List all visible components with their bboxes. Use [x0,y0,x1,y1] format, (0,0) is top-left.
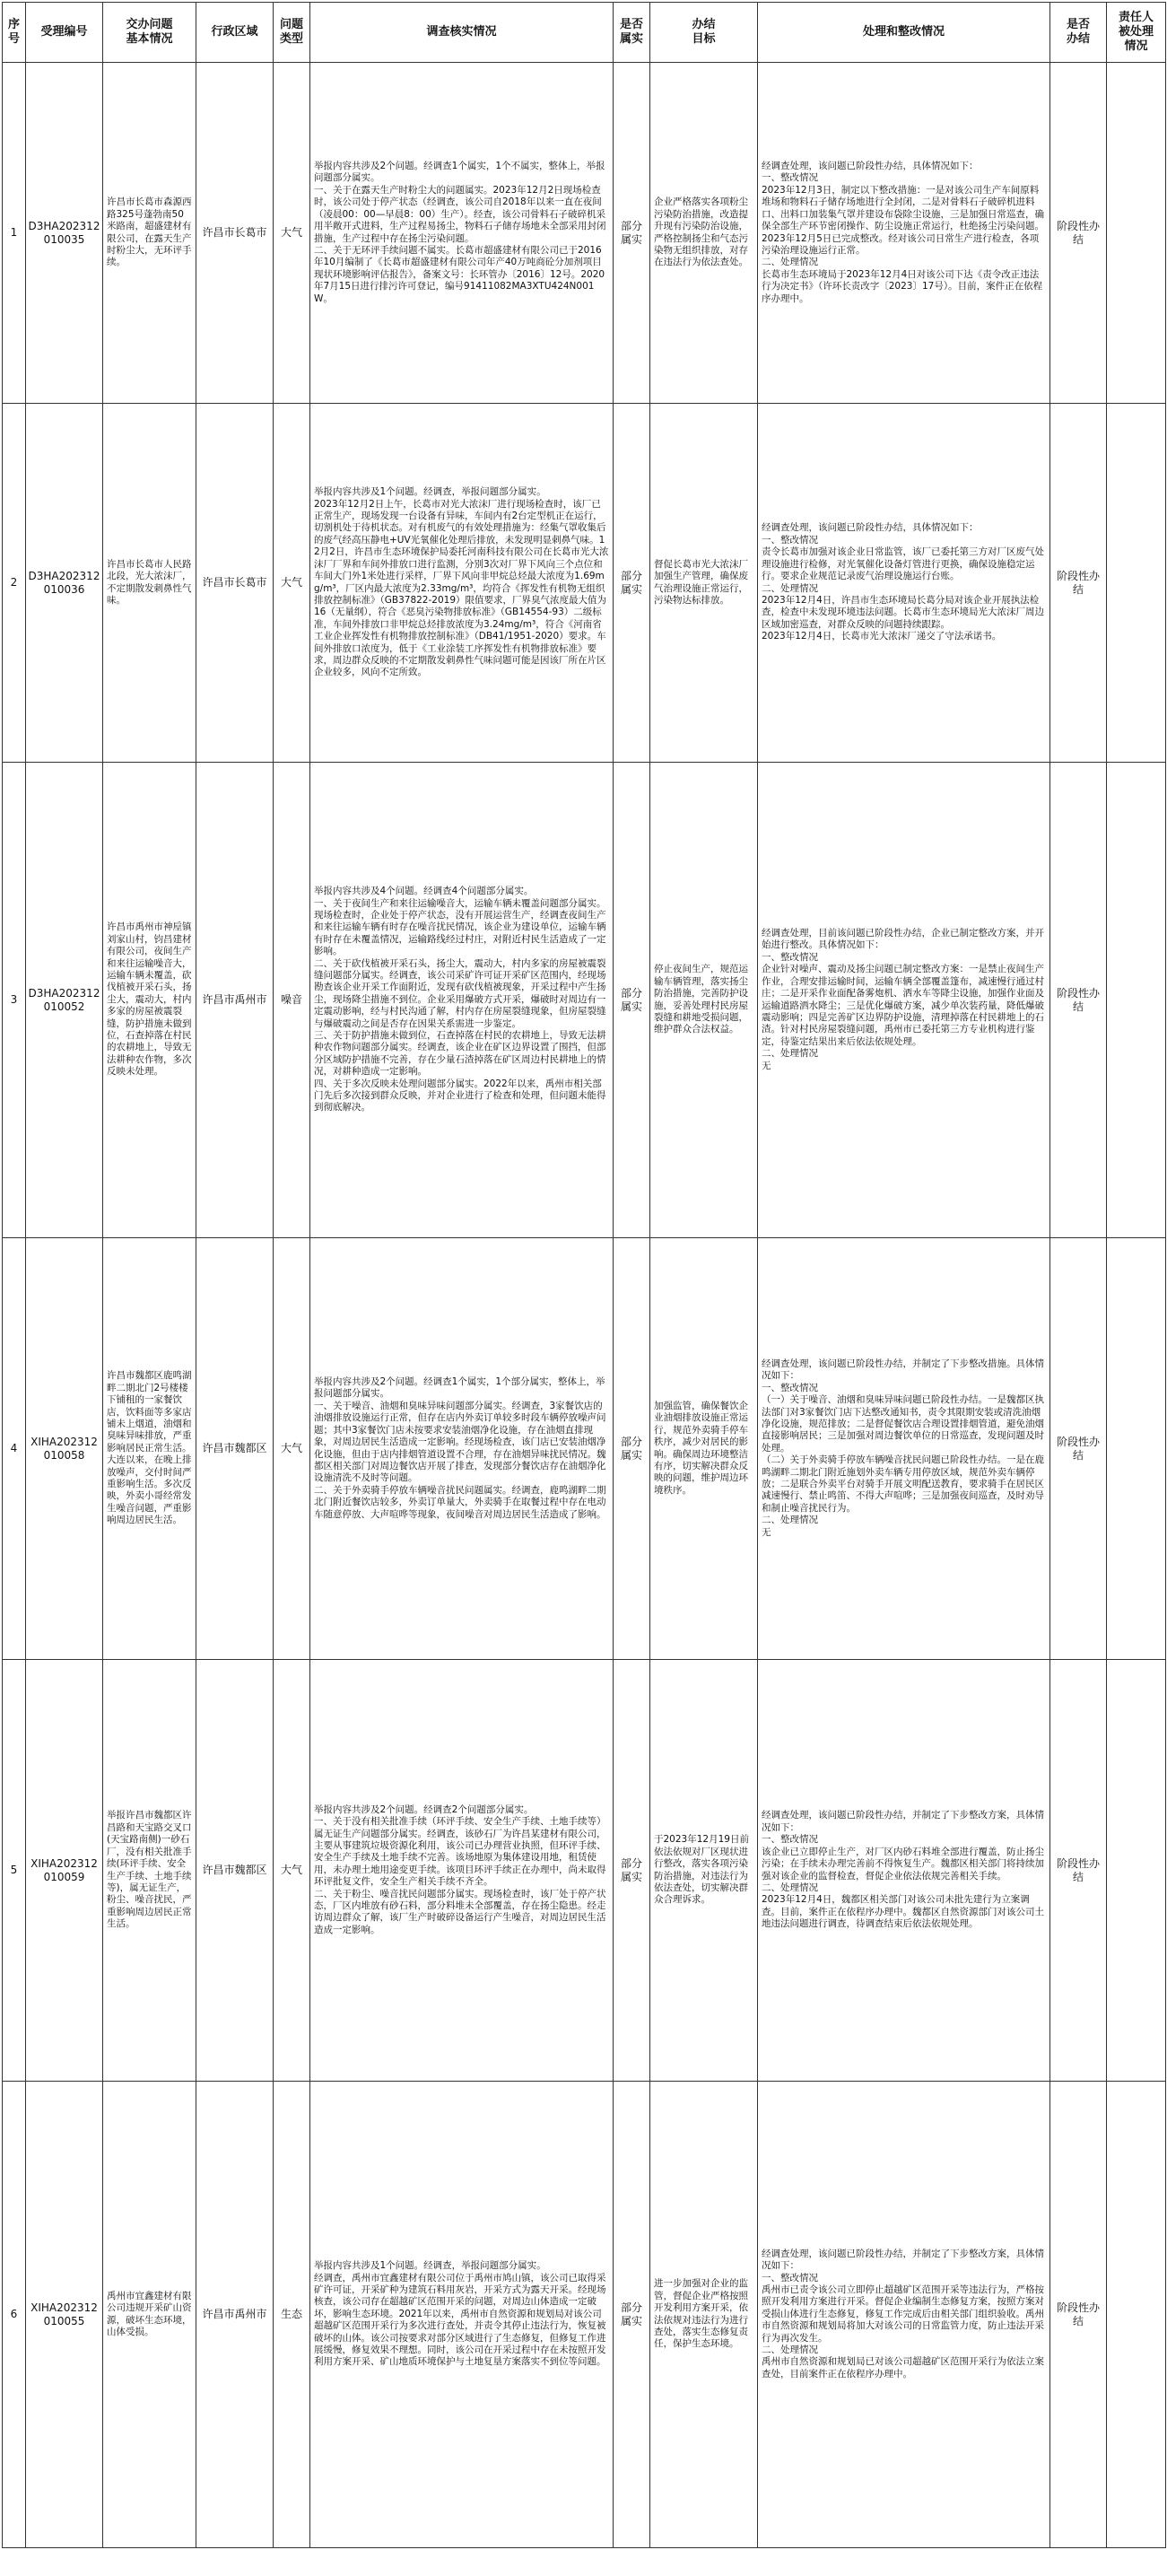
header-goal: 办结 目标 [650,3,758,63]
cell-accountability [1107,2082,1166,2548]
cell-type: 大气 [274,63,310,404]
cell-type: 大气 [274,1660,310,2082]
cell-verified: 部分 属实 [614,1238,650,1660]
cell-accountability [1107,404,1166,763]
cell-handling: 经调查处理，该问题已阶段性办结，并制定了下步整改方案，具体情况如下： 一、整改情况 该企业已立即停止生产，对厂区内砂石料堆全部进行覆盖，防止扬尘污染；在手续未办理完善前不得恢复生产。魏都区相关部门将持续加强对该企业的监督检查，督促企业依法依规完善相关手续。 二、处理情况 2023年12月4日，魏都区相关部门对该公司未批先建行为立案调查。目前，案件正在依程序办理中。魏都区自然资源部门对该公司土地违法问题进行调查，待调查结束后依法依规处理。 [758,1660,1050,2082]
cell-type: 噪音 [274,763,310,1238]
cell-seq: 1 [3,63,26,404]
cell-handling: 经调查处理，该问题已阶段性办结，具体情况如下： 一、整改情况 责令长葛市加强对该企业日常监管，该厂已委托第三方对厂区废气处理设施进行检修，对光氧催化设备灯管进行更换，确保设施稳定运行。要求企业规范记录废气治理设施运行台账。 二、处理情况 2023年12月4日，许昌市生态环境局长葛分局对该企业开展执法检查，检查中未发现环境违法问题。长葛市生态环境局光大浓沫厂周边区域加密巡查，对群众反映的问题持续跟踪。 2023年12月4日，长葛市光大浓沫厂递交了守法承诺书。 [758,404,1050,763]
cell-id: D3HA202312 010035 [26,63,103,404]
header-investigation: 调查核实情况 [310,3,614,63]
cell-handling: 经调查处理，该问题已阶段性办结，并制定了下步整改措施。具体情况如下： 一、整改情况 （一）关于噪音、油烟和臭味异味问题已阶段性办结。一是魏都区执法部门对3家餐饮门店下达整改通知书，责令其限期安装或清洗油烟净化设施，规范排放；二是督促餐饮店合理设置排烟管道，避免油烟直接影响居民；三是加强对周边餐饮单位的日常巡查，发现问题及时处理。 （二）关于外卖骑手停放车辆噪音扰民问题已阶段性办结。一是在鹿鸣湖畔二期北门附近施划外卖车辆专用停放区域，规范外卖车辆停放；二是联合外卖平台对骑手开展文明配送教育，要求骑手在居民区减速慢行、禁止鸣笛、不得大声喧哗；三是加强夜间巡查，及时劝导和制止噪音扰民行为。 二、处理情况 无 [758,1238,1050,1660]
table-row [3,2082,1166,2548]
header-verified: 是否 属实 [614,3,650,63]
cell-seq: 4 [3,1238,26,1660]
header-handling: 处理和整改情况 [758,3,1050,63]
cell-region: 许昌市长葛市 [196,63,274,404]
cell-goal: 督促长葛市光大浓沫厂加强生产管理，确保废气治理设施正常运行，污染物达标排放。 [650,404,758,763]
cell-goal: 加强监管，确保餐饮企业油烟排放设施正常运行，规范外卖骑手停车秩序，减少对居民的影响。确保周边环境整洁有序，切实解决群众反映的问题，维护周边环境秩序。 [650,1238,758,1660]
cell-investigation: 举报内容共涉及1个问题。经调查，举报问题部分属实。 2023年12月2日上午，长葛市对光大浓沫厂进行现场检查时，该厂已正常生产，现场发现一台设备有异味，车间内有2台定型机正在运行，切割机处于待机状态。对有机废气的有效处理措施为：经集气罩收集后的废气经高压静电+UV光氧催化处理后排放，未发现明显刺鼻气味。12月2日，许昌市生态环境保护局委托河南科技有限公司在长葛市光大浓沫厂厂界和车间外排放口进行监测，分别3次对厂界下风向三个点位和车间大门外1米处进行采样，厂界下风向非甲烷总烃最大浓度为1.69mg/m³，厂区内最大浓度为2.33mg/m³，均符合《挥发性有机物无组织排放控制标准》（GB37822-2019）限值要求，厂界臭气浓度最大值为16（无量纲），符合《恶臭污染物排放标准》（GB14554-93）二级标准，车间外排放口非甲烷总烃排放浓度为3.24mg/m³，符合《河南省工业企业挥发性有机物排放控制标准》（DB41/1951-2020）要求。车间外排放口浓度为，低于《工业涂装工序挥发性有机物排放标准》要求，周边群众反映的不定期散发刺鼻性气味问题可能是因该厂所在片区企业较多，风向不定所致。 [310,404,614,763]
cell-seq: 6 [3,2082,26,2548]
cell-completed: 阶段性办结 [1050,1660,1107,2082]
cell-seq: 5 [3,1660,26,2082]
header-row [3,3,1166,63]
cell-goal: 进一步加强对企业的监管，督促企业严格按照开发利用方案开采，依法依规对违法行为进行查处，落实生态修复责任，保护生态环境。 [650,2082,758,2548]
cell-basic: 许昌市长葛市人民路北段，光大浓沫厂，不定期散发刺鼻性气味。 [103,404,196,763]
cell-handling: 经调查处理，目前该问题已阶段性办结，企业已制定整改方案，并开始进行整改。具体情况如下： 一、整改情况 企业针对噪声、震动及扬尘问题已制定整改方案：一是禁止夜间生产作业，合理安排运输时间，运输车辆全部覆盖篷布，减速慢行通过村庄；二是开采作业面配备雾炮机、洒水车等降尘设施，加强作业面及运输道路洒水降尘；三是优化爆破方案，减少单次装药量，降低爆破震动影响；四是完善矿区边界防护设施，清理掉落在村民耕地上的石渣。针对村民房屋裂缝问题，禹州市已委托第三方专业机构进行鉴定，待鉴定结果出来后依法依规处理。 二、处理情况 无 [758,763,1050,1238]
table-row [3,63,1166,404]
case-table [2,2,1166,2548]
cell-goal: 于2023年12月19日前依法依规对厂区现状进行整改，落实各项污染防治措施，对违法行为依法查处，切实解决群众合理诉求。 [650,1660,758,2082]
cell-investigation: 举报内容共涉及1个问题。经调查，举报问题部分属实。 经调查，禹州市宜鑫建材有限公司位于禹州市鸠山镇，该公司已取得采矿许可证，开采矿种为建筑石料用灰岩，开采方式为露天开采。经现场核查，该公司存在超越矿区范围开采的问题，对周边山体造成一定破坏，影响生态环境。2021年以来，禹州市自然资源和规划局对该公司超越矿区范围开采行为多次进行查处，并责令其停止违法行为，恢复被破坏的山体。该公司按要求对部分区域进行了生态修复，但修复工作进展缓慢，修复效果不理想。同时，该公司在开采过程中存在未按照开发利用方案开采、矿山地质环境保护与土地复垦方案落实不到位等问题。 [310,2082,614,2548]
cell-handling: 经调查处理，该问题已阶段性办结，具体情况如下： 一、整改情况 2023年12月3日，制定以下整改措施：一是对该公司生产车间原料堆场和物料石子储存场地进行全封闭，二是对骨料石子破碎机进料口、出料口加装集气罩并建设布袋除尘设施，三是加强日常巡查，确保全部生产环节密闭操作、防尘设施正常运行，杜绝扬尘污染问题。2023年12月5日已完成整改。经对该公司日常生产进行检查，各项污染治理设施运行正常。 二、处理情况 长葛市生态环境局于2023年12月4日对该公司下达《责令改正违法行为决定书》（许环长责改字〔2023〕17号）。目前，案件正在依程序办理中。 [758,63,1050,404]
cell-accountability [1107,1660,1166,2082]
header-seq: 序号 [3,3,26,63]
cell-region: 许昌市魏都区 [196,1238,274,1660]
header-region: 行政区域 [196,3,274,63]
cell-accountability [1107,63,1166,404]
cell-verified: 部分 属实 [614,63,650,404]
cell-region: 许昌市禹州市 [196,2082,274,2548]
cell-verified: 部分 属实 [614,763,650,1238]
table-row [3,404,1166,763]
cell-basic: 许昌市禹州市神垕镇刘家山村，钧昌建材有限公司，夜间生产和来往运输噪音大，运输车辆未覆盖，砍伐植被开采石头，扬尘大，震动大，村内多家的房屋被震裂缝，防护措施未做到位，石查掉落在村民的农耕地上，导致无法耕种农作物，多次反映未处理。 [103,763,196,1238]
cell-goal: 停止夜间生产，规范运输车辆管理，落实扬尘防治措施，完善防护设施，妥善处理村民房屋裂缝和耕地受损问题，维护群众合法权益。 [650,763,758,1238]
table-row [3,1660,1166,2082]
cell-basic: 许昌市长葛市森源西路325号蓬勃南50米路南，超盛建材有限公司，在露天生产时粉尘大，无环评手续。 [103,63,196,404]
cell-id: XIHA202312 010055 [26,2082,103,2548]
cell-verified: 部分 属实 [614,404,650,763]
cell-id: XIHA202312 010059 [26,1660,103,2082]
header-basic: 交办问题 基本情况 [103,3,196,63]
cell-region: 许昌市魏都区 [196,1660,274,2082]
cell-investigation: 举报内容共涉及2个问题。经调查1个属实，1个部分属实，整体上，举报问题部分属实。 一、关于噪音、油烟和臭味异味问题部分属实。经调查，3家餐饮店的油烟排放设施运行正常，但存在店内外卖订单较多时段车辆停放噪声问题；其中3家餐饮门店未按要求安装油烟净化设施，存在油烟直排现象，对周边居民生活造成一定影响。经现场检查，该门店已安装油烟净化设施，但由于店内排烟管道设置不合理，存在油烟异味扰民情况。魏都区相关部门对周边餐饮店开展了排查，发现部分餐饮店存在油烟净化设施清洗不及时等问题。 二、关于外卖骑手停放车辆噪音扰民问题属实。经调查，鹿鸣湖畔二期北门附近餐饮店较多，外卖订单量大，外卖骑手在取餐过程中存在电动车随意停放、大声喧哗等现象，夜间噪音对周边居民生活造成了影响。 [310,1238,614,1660]
table-row [3,1238,1166,1660]
cell-completed: 阶段性办结 [1050,763,1107,1238]
header-id: 受理编号 [26,3,103,63]
cell-type: 大气 [274,1238,310,1660]
cell-id: XIHA202312 010058 [26,1238,103,1660]
header-type: 问题 类型 [274,3,310,63]
cell-type: 生态 [274,2082,310,2548]
cell-investigation: 举报内容共涉及2个问题。经调查1个属实，1个不属实，整体上，举报问题部分属实。 一、关于在露天生产时粉尘大的问题属实。2023年12月2日现场检查时，该公司处于停产状态（经调查，该公司自2018年以来一直在夜间（凌晨00：00—早晨8：00）生产）。经查，该公司骨料石子破碎机采用半敞开式进料，生产过程易扬尘，物料石子储存场地未全部采用封闭措施，生产过程中存在扬尘污染问题。 二、关于无环评手续问题不属实。长葛市超盛建材有限公司已于2016年10月编制了《长葛市超盛建材有限公司年产40万吨商砼分加剂项目现状环境影响评估报告》，备案文号：长环管办〔2016〕12号。2020年7月15日进行排污许可登记，编号91411082MA3XTU424N001W。 [310,63,614,404]
cell-completed: 阶段性办结 [1050,2082,1107,2548]
cell-accountability [1107,763,1166,1238]
cell-seq: 2 [3,404,26,763]
cell-id: D3HA202312 010036 [26,404,103,763]
cell-investigation: 举报内容共涉及4个问题。经调查4个问题部分属实。 一、关于夜间生产和来往运输噪音大，运输车辆未覆盖问题部分属实。现场检查时，企业处于停产状态，没有开展运营生产，经调查夜间生产和来往运输车辆有时存在噪音扰民情况，该企业为建设单位，运输车辆有时存在未覆盖情况，运输路线经过村庄，对附近村民生活造成了一定影响。 二、关于砍伐植被开采石头，扬尘大，震动大，村内多家的房屋被震裂缝问题部分属实。经调查，该公司采矿许可证开采矿区范围内，经现场勘查该企业开采工作面附近，发现有砍伐植被现象，开采过程中产生扬尘，现场降尘措施不到位。企业采用爆破方式开采，爆破时对周边有一定震动影响，经与村民沟通了解，村内存在房屋裂缝现象，但房屋裂缝与爆破震动之间是否存在因果关系需进一步鉴定。 三、关于防护措施未做到位，石查掉落在村民的农耕地上，导致无法耕种农作物问题部分属实。经调查，该企业在矿区边界设置了围挡，但部分区域防护措施不完善，存在少量石渣掉落在矿区周边村民耕地上的情况，对耕种造成一定影响。 四、关于多次反映未处理问题部分属实。2022年以来，禹州市相关部门先后多次接到群众反映，并对企业进行了检查和处理，但问题未能得到彻底解决。 [310,763,614,1238]
cell-completed: 阶段性办结 [1050,1238,1107,1660]
cell-type: 大气 [274,404,310,763]
cell-region: 许昌市禹州市 [196,763,274,1238]
cell-id: D3HA202312 010052 [26,763,103,1238]
cell-goal: 企业严格落实各项粉尘污染防治措施，改造提升现有污染防治设施，严格控制扬尘和气态污染物无组织排放，对存在违法行为依法查处。 [650,63,758,404]
cell-basic: 许昌市魏都区鹿鸣湖畔二期北门2号楼楼下铺租的一家餐饮店，饮料面等多家店铺未上烟道，油烟和臭味异味排放，严重影响居民正常生活。大连以来，在晚上排放噪声，交付时间严重影响生活。多次反映，外卖小哥经常发生噪音问题，严重影响周边居民生活。 [103,1238,196,1660]
cell-investigation: 举报内容共涉及2个问题。经调查2个问题部分属实。 一、关于没有相关批准手续（环评手续、安全生产手续、土地手续等）属无证生产问题部分属实。经调查，该砂石厂为许昌某建材有限公司，主要从事建筑垃圾资源化利用，该公司已办理营业执照，但环评手续、安全生产手续及土地手续不完善。该场地原为集体建设用地，租赁使用，未办理土地用途变更手续。该项目环评手续正在办理中，尚未取得环评批复文件，安全生产相关手续不齐全。 二、关于粉尘、噪音扰民问题部分属实。现场检查时，该厂处于停产状态，厂区内堆放有砂石料，部分料堆未全部覆盖，存在扬尘隐患。经走访周边群众了解，该厂生产时破碎设备运行产生噪音，对周边居民生活造成一定影响。 [310,1660,614,2082]
cell-basic: 举报许昌市魏都区许昌路和天宝路交叉口(天宝路南侧)一砂石厂，没有相关批准手续(环评手续、安全生产手续、土地手续等)，属无证生产，粉尘、噪音扰民，严重影响周边居民正常生活。 [103,1660,196,2082]
cell-completed: 阶段性办结 [1050,404,1107,763]
cell-completed: 阶段性办结 [1050,63,1107,404]
header-completed: 是否 办结 [1050,3,1107,63]
cell-verified: 部分 属实 [614,1660,650,2082]
cell-basic: 禹州市宜鑫建材有限公司违规开采矿山资源，破坏生态环境，山体受损。 [103,2082,196,2548]
cell-handling: 经调查处理，该问题已阶段性办结，并制定了下步整改方案，具体情况如下： 一、整改情况 禹州市已责令该公司立即停止超越矿区范围开采等违法行为，严格按照开发利用方案进行开采。督促企业编制生态修复方案，按照方案对受损山体进行生态修复，修复工作完成后由相关部门组织验收。禹州市自然资源和规划局将加大对该公司的日常监管力度，防止违法开采行为再次发生。 二、处理情况 禹州市自然资源和规划局已对该公司超越矿区范围开采行为依法立案查处，目前案件正在依程序办理中。 [758,2082,1050,2548]
table-row [3,763,1166,1238]
header-accountability: 责任人 被处理 情况 [1107,3,1166,63]
cell-seq: 3 [3,763,26,1238]
cell-accountability [1107,1238,1166,1660]
cell-verified: 部分 属实 [614,2082,650,2548]
cell-region: 许昌市长葛市 [196,404,274,763]
